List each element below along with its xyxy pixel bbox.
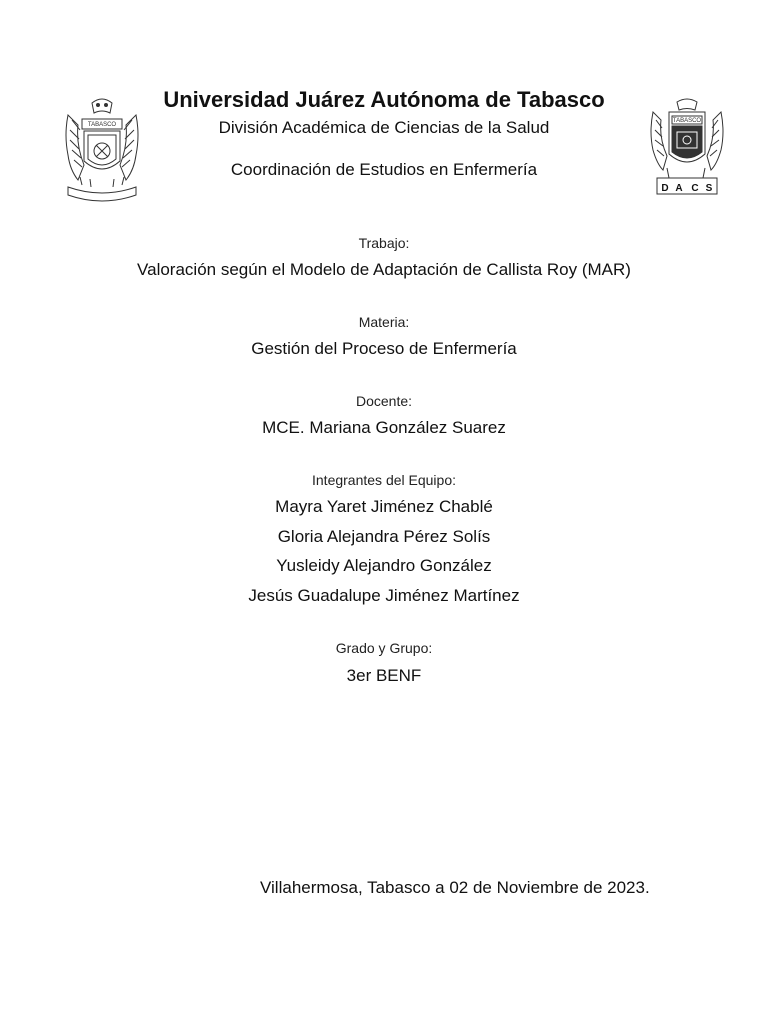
coordination-title: Coordinación de Estudios en Enfermería xyxy=(230,160,538,179)
place-date: Villahermosa, Tabasco a 02 de Noviembre de 2023. xyxy=(260,878,650,897)
integrantes-label: Integrantes del Equipo: xyxy=(312,472,456,488)
seal-banner-text: TABASCO xyxy=(87,122,117,128)
docente-label: Docente: xyxy=(355,393,413,409)
trabajo-value: Valoración según el Modelo de Adaptación de Callista Roy (MAR) xyxy=(137,260,631,279)
dacs-shield-icon xyxy=(647,98,727,198)
materia-value: Gestión del Proceso de Enfermería xyxy=(251,339,517,358)
dacs-letter-a: A xyxy=(675,183,683,194)
team-member: Mayra Yaret Jiménez Chablé xyxy=(275,497,493,516)
division-title: División Académica de Ciencias de la Salud xyxy=(218,118,550,137)
university-title: Universidad Juárez Autónoma de Tabasco xyxy=(163,87,605,112)
grado-value: 3er BENF xyxy=(346,666,422,685)
dacs-letter-c: C xyxy=(691,183,699,194)
shield-banner-text: TABASCO xyxy=(672,118,702,124)
materia-label: Materia: xyxy=(358,314,410,330)
team-member: Jesús Guadalupe Jiménez Martínez xyxy=(248,586,520,605)
dacs-letter-d: D xyxy=(661,183,669,194)
trabajo-label: Trabajo: xyxy=(358,235,410,251)
docente-value: MCE. Mariana González Suarez xyxy=(262,418,506,437)
dacs-letter-s: S xyxy=(705,183,713,194)
team-member: Yusleidy Alejandro González xyxy=(276,556,492,575)
team-member: Gloria Alejandra Pérez Solís xyxy=(277,527,491,546)
grado-label: Grado y Grupo: xyxy=(335,640,433,656)
